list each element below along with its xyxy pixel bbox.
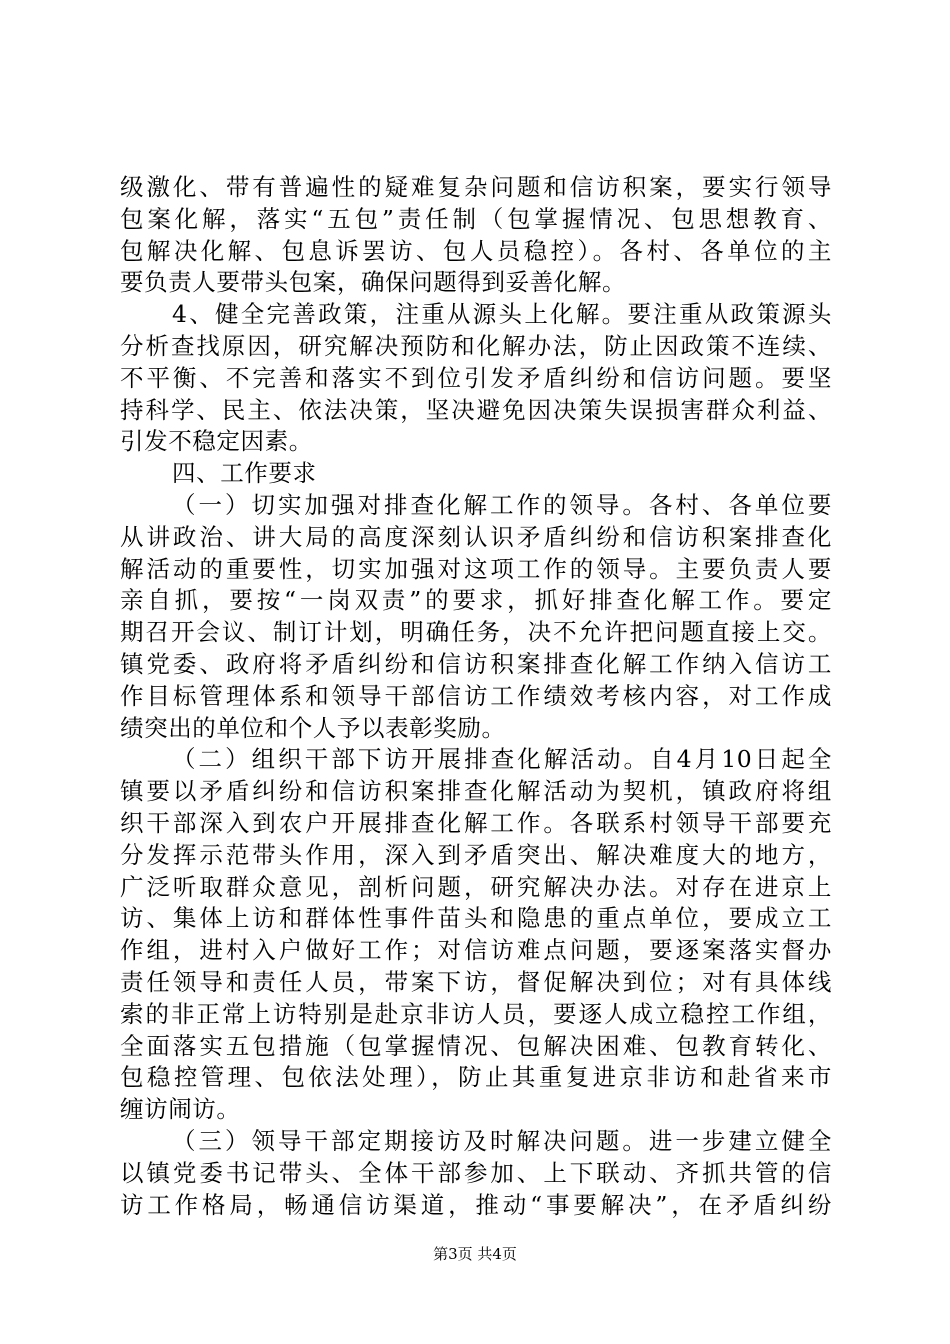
text-line: 以镇党委书记带头、全体干部参加、上下联动、齐抓共管的信 [120, 1158, 832, 1187]
text-line: 包案化解，落实“五包”责任制（包掌握情况、包思想教育、 [120, 204, 832, 233]
text-line: 解活动的重要性，切实加强对这项工作的领导。主要负责人要 [120, 554, 832, 583]
text-line: 从讲政治、讲大局的高度深刻认识矛盾纠纷和信访积案排查化 [120, 522, 832, 551]
text-line: 广泛听取群众意见，剖析问题，研究解决办法。对存在进京上 [120, 872, 832, 901]
text-line: 4、健全完善政策，注重从源头上化解。要注重从政策源头 [172, 300, 832, 329]
text-line: 引发不稳定因素。 [120, 427, 313, 456]
text-line: 分析查找原因，研究解决预防和化解办法，防止因政策不连续、 [120, 331, 832, 360]
text-line: 包解决化解、包息诉罢访、包人员稳控）。各村、各单位的主 [120, 236, 832, 265]
text-line: 访工作格局，畅通信访渠道，推动“事要解决”，在矛盾纠纷 [120, 1190, 832, 1219]
text-line: 访、集体上访和群体性事件苗头和隐患的重点单位，要成立工 [120, 904, 832, 933]
text-line: 缠访闹访。 [120, 1095, 241, 1124]
text-line: 四、工作要求 [172, 459, 317, 488]
text-line: （一）切实加强对排查化解工作的领导。各村、各单位要 [172, 490, 832, 519]
text-line: （二）组织干部下访开展排查化解活动。自4月10日起全 [172, 745, 832, 774]
text-line: 索的非正常上访特别是赴京非访人员，要逐人成立稳控工作组， [120, 999, 832, 1028]
text-line: 责任领导和责任人员，带案下访，督促解决到位；对有具体线 [120, 967, 832, 996]
text-line: 作目标管理体系和领导干部信访工作绩效考核内容，对工作成 [120, 681, 832, 710]
text-line: 镇党委、政府将矛盾纠纷和信访积案排查化解工作纳入信访工 [120, 649, 832, 678]
text-line: 持科学、民主、依法决策，坚决避免因决策失误损害群众利益、 [120, 395, 832, 424]
text-line: 镇要以矛盾纠纷和信访积案排查化解活动为契机，镇政府将组 [120, 777, 832, 806]
text-line: 要负责人要带头包案，确保问题得到妥善化解。 [120, 268, 627, 297]
page-footer: 第3页 共4页 [433, 1245, 517, 1263]
document-body [120, 172, 832, 1221]
text-line: 绩突出的单位和个人予以表彰奖励。 [120, 713, 506, 742]
text-line: 织干部深入到农户开展排查化解工作。各联系村领导干部要充 [120, 808, 832, 837]
text-line: 级激化、带有普遍性的疑难复杂问题和信访积案，要实行领导 [120, 173, 832, 201]
text-line: 亲自抓，要按“一岗双责”的要求，抓好排查化解工作。要定 [120, 586, 832, 615]
text-line: （三）领导干部定期接访及时解决问题。进一步建立健全 [172, 1126, 832, 1155]
text-line: 全面落实五包措施（包掌握情况、包解决困难、包教育转化、 [120, 1031, 832, 1060]
text-line: 不平衡、不完善和落实不到位引发矛盾纠纷和信访问题。要坚 [120, 363, 832, 392]
text-line: 包稳控管理、包依法处理），防止其重复进京非访和赴省来市 [120, 1063, 832, 1092]
text-line: 作组，进村入户做好工作；对信访难点问题，要逐案落实督办 [120, 936, 832, 965]
text-line: 分发挥示范带头作用，深入到矛盾突出、解决难度大的地方， [120, 840, 832, 869]
text-line: 期召开会议、制订计划，明确任务，决不允许把问题直接上交。 [120, 618, 832, 647]
